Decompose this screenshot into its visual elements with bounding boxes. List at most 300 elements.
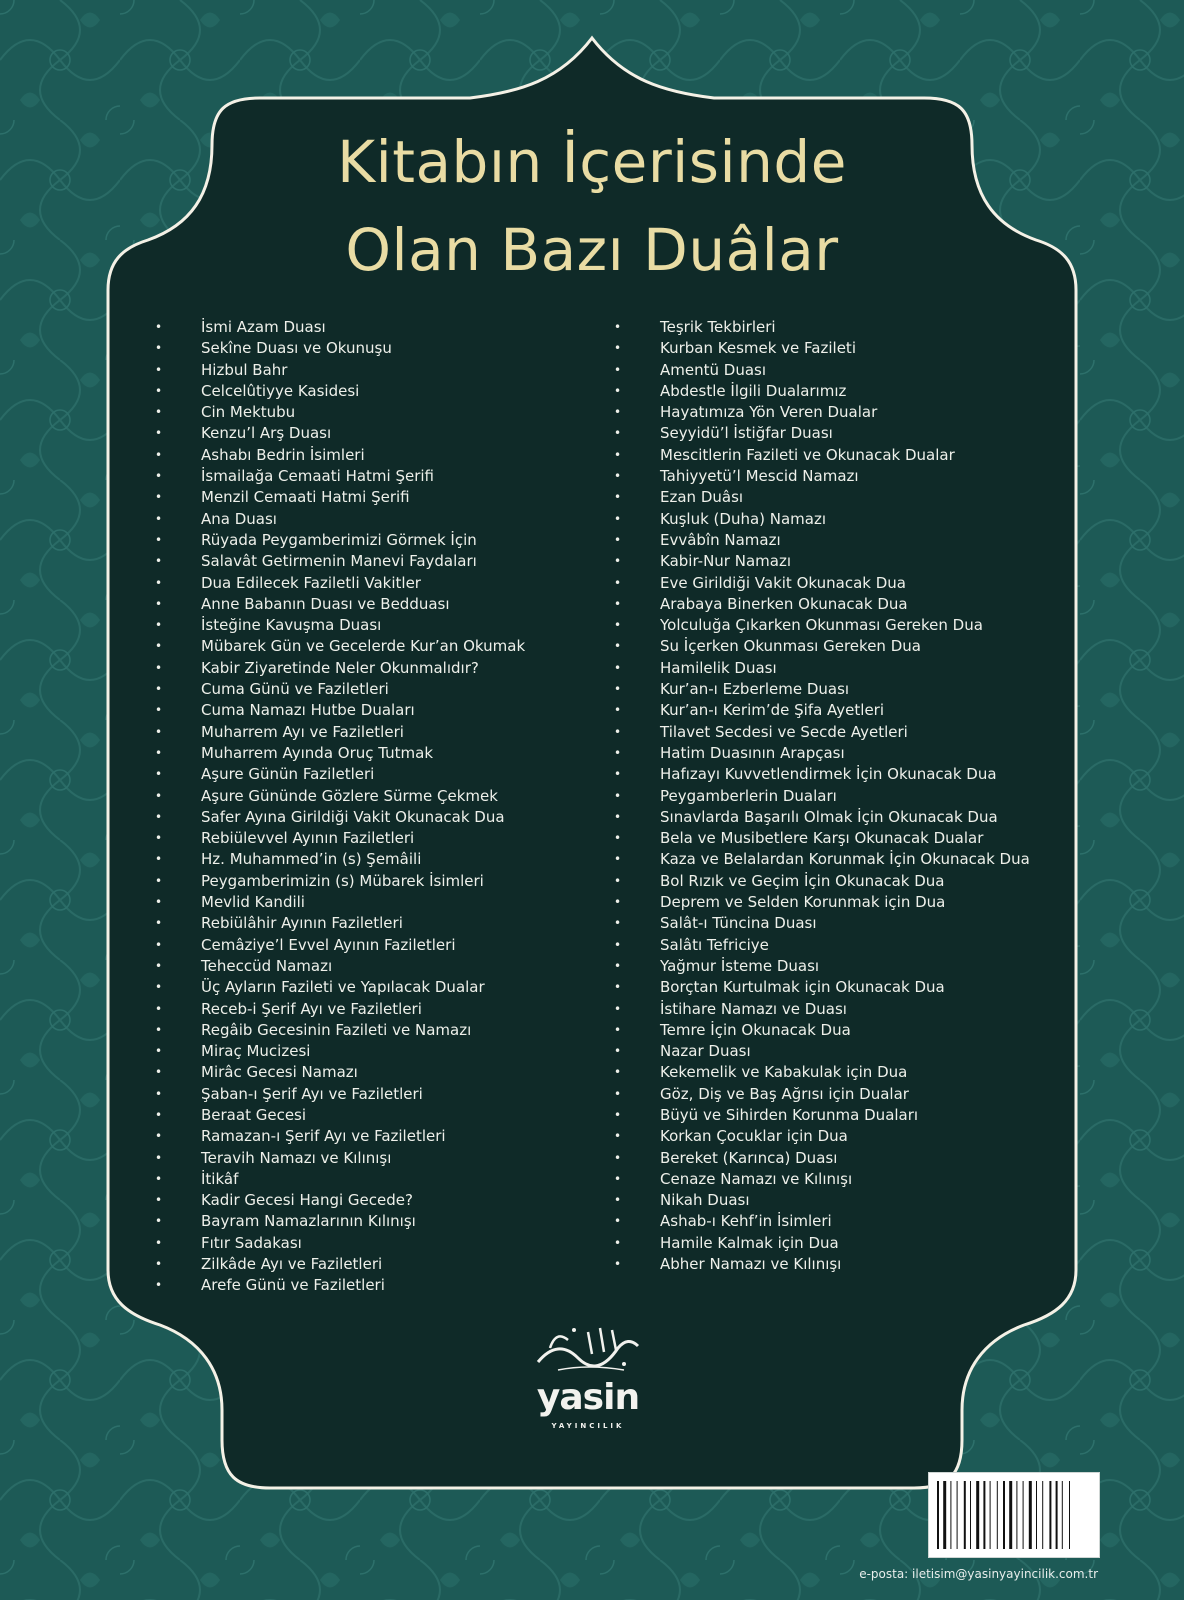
bullet-icon: • <box>155 320 163 334</box>
bullet-icon: • <box>155 660 163 675</box>
bullet-icon: • <box>614 1044 622 1059</box>
bullet-icon: • <box>155 724 163 739</box>
list-item <box>612 977 1052 998</box>
list-item-label: Borçtan Kurtulmak için Okunacak Dua <box>660 978 945 997</box>
barcode-bar <box>1003 1481 1005 1549</box>
list-item <box>612 935 1052 956</box>
list-item-label: Cenaze Namazı ve Kılınışı <box>660 1169 853 1188</box>
barcode-bar <box>1016 1481 1017 1549</box>
list-item-label: Bol Rızık ve Geçim İçin Okunacak Dua <box>660 871 945 890</box>
list-item <box>153 402 593 423</box>
bullet-icon: • <box>155 1129 163 1144</box>
list-item-label: Mescitlerin Fazileti ve Okunacak Dualar <box>660 445 955 464</box>
list-item-label: Hamile Kalmak için Dua <box>660 1233 839 1252</box>
list-item <box>153 764 593 785</box>
barcode-bar <box>1069 1481 1070 1549</box>
list-item <box>153 1084 593 1105</box>
list-item-label: Cin Mektubu <box>201 403 296 422</box>
list-item-label: Mübarek Gün ve Gecelerde Kur’an Okumak <box>201 637 526 656</box>
list-item <box>612 1062 1052 1083</box>
list-item <box>612 1148 1052 1169</box>
list-item-label: Kur’an-ı Kerim’de Şifa Ayetleri <box>660 701 885 720</box>
list-item <box>612 1105 1052 1126</box>
bullet-icon: • <box>614 788 622 803</box>
list-item <box>612 402 1052 423</box>
list-item <box>612 636 1052 657</box>
list-item-label: Hatim Duasının Arapçası <box>660 743 845 762</box>
list-item <box>153 743 593 764</box>
list-item <box>153 658 593 679</box>
barcode-bar <box>1042 1481 1043 1549</box>
list-item-label: Salavât Getirmenin Manevi Faydaları <box>201 552 477 571</box>
bullet-icon: • <box>155 703 163 718</box>
bullet-icon: • <box>155 809 163 824</box>
list-item <box>153 807 593 828</box>
bullet-icon: • <box>155 383 163 398</box>
list-item-label: Ramazan-ı Şerif Ayı ve Faziletleri <box>201 1127 446 1146</box>
list-item-label: Dua Edilecek Faziletli Vakitler <box>201 573 421 592</box>
bullet-icon: • <box>155 937 163 952</box>
bullet-icon: • <box>614 1065 622 1080</box>
list-item-label: İtikâf <box>201 1169 239 1188</box>
list-item-label: Miraç Mucizesi <box>201 1042 311 1061</box>
bullet-icon: • <box>155 873 163 888</box>
bullet-icon: • <box>155 1001 163 1016</box>
bullet-icon: • <box>614 490 622 505</box>
barcode-bar <box>950 1481 951 1549</box>
list-item-label: Muharrem Ayı ve Faziletleri <box>201 722 404 741</box>
list-item-label: Kadir Gecesi Hangi Gecede? <box>201 1191 413 1210</box>
list-item <box>612 466 1052 487</box>
contact-email: e-posta: iletisim@yasinyayincilik.com.tr <box>859 1567 1098 1581</box>
barcode-bar <box>943 1481 946 1549</box>
list-item-label: Yolculuğa Çıkarken Okunması Gereken Dua <box>660 616 983 635</box>
list-item-label: Teheccüd Namazı <box>201 956 333 975</box>
bullet-icon: • <box>155 447 163 462</box>
barcode-bar <box>1062 1481 1063 1549</box>
list-item-label: Kuşluk (Duha) Namazı <box>660 509 827 528</box>
list-item <box>612 871 1052 892</box>
bullet-icon: • <box>155 916 163 931</box>
bullet-icon: • <box>155 362 163 377</box>
barcode-bar <box>983 1481 985 1549</box>
logo-subtitle: YAYINCILIK <box>551 1422 625 1430</box>
list-item-label: Hamilelik Duası <box>660 658 777 677</box>
list-item <box>153 487 593 508</box>
list-item-label: Ashabı Bedrin İsimleri <box>201 445 365 464</box>
list-item <box>612 615 1052 636</box>
bullet-icon: • <box>155 745 163 760</box>
list-item-label: Göz, Diş ve Baş Ağrısı için Dualar <box>660 1084 909 1103</box>
bullet-icon: • <box>614 426 622 441</box>
list-item-label: Sekîne Duası ve Okunuşu <box>201 339 392 358</box>
barcode-icon <box>928 1472 1100 1558</box>
bullet-icon: • <box>155 958 163 973</box>
bullet-icon: • <box>614 916 622 931</box>
bullet-icon: • <box>155 852 163 867</box>
bullet-icon: • <box>614 831 622 846</box>
list-item-label: İsteğine Kavuşma Duası <box>201 616 382 635</box>
list-item-label: Eve Girildiği Vakit Okunacak Dua <box>660 573 906 592</box>
list-item <box>612 1254 1052 1275</box>
list-item-label: Su İçerken Okunması Gereken Dua <box>660 637 921 656</box>
list-item <box>153 1062 593 1083</box>
bullet-icon: • <box>614 639 622 654</box>
list-item <box>153 1041 593 1062</box>
list-item-label: Nazar Duası <box>660 1042 751 1061</box>
list-item <box>612 956 1052 977</box>
list-item <box>612 786 1052 807</box>
list-item-label: Cuma Günü ve Faziletleri <box>201 680 389 699</box>
bullet-icon: • <box>155 554 163 569</box>
bullet-icon: • <box>155 405 163 420</box>
list-item-label: Beraat Gecesi <box>201 1105 307 1124</box>
list-item-label: Menzil Cemaati Hatmi Şerifi <box>201 488 410 507</box>
list-item <box>612 1020 1052 1041</box>
list-item <box>612 807 1052 828</box>
barcode-bar <box>976 1481 979 1549</box>
bullet-icon: • <box>155 682 163 697</box>
bullet-icon: • <box>614 895 622 910</box>
list-item <box>153 999 593 1020</box>
list-item <box>612 849 1052 870</box>
dua-list-right <box>612 317 1052 1275</box>
list-item-label: Şaban-ı Şerif Ayı ve Faziletleri <box>201 1084 423 1103</box>
bullet-icon: • <box>614 511 622 526</box>
barcode-bar <box>937 1481 939 1549</box>
dua-list-left <box>153 317 593 1297</box>
barcode-bar <box>957 1481 958 1549</box>
list-item-label: Salât-ı Tüncina Duası <box>660 914 817 933</box>
list-item <box>612 338 1052 359</box>
logo-brand-name: yasin <box>536 1377 640 1418</box>
list-item <box>153 892 593 913</box>
list-item <box>153 423 593 444</box>
list-item-label: İsmi Azam Duası <box>201 318 326 336</box>
bullet-icon: • <box>155 767 163 782</box>
bullet-icon: • <box>614 1214 622 1229</box>
list-item-label: Deprem ve Selden Korunmak için Dua <box>660 893 946 912</box>
list-item-label: Aşure Gününde Gözlere Sürme Çekmek <box>201 786 498 805</box>
list-item <box>153 636 593 657</box>
bullet-icon: • <box>614 469 622 484</box>
list-item-label: İstihare Namazı ve Duası <box>660 999 847 1018</box>
list-item-label: Cuma Namazı Hutbe Duaları <box>201 701 415 720</box>
bullet-icon: • <box>614 1193 622 1208</box>
bullet-icon: • <box>614 383 622 398</box>
bullet-icon: • <box>614 1022 622 1037</box>
list-item-label: Safer Ayına Girildiği Vakit Okunacak Dua <box>201 807 505 826</box>
bullet-icon: • <box>614 724 622 739</box>
list-item-label: Kekemelik ve Kabakulak için Dua <box>660 1063 908 1082</box>
list-item <box>153 615 593 636</box>
list-item-label: Cemâziye’l Evvel Ayının Faziletleri <box>201 935 456 954</box>
list-item <box>153 956 593 977</box>
list-item <box>153 828 593 849</box>
list-item-label: Hizbul Bahr <box>201 360 288 379</box>
list-item <box>612 1211 1052 1232</box>
list-item-label: İsmailağa Cemaati Hatmi Şerifi <box>201 467 434 486</box>
list-item <box>612 1169 1052 1190</box>
list-item-label: Üç Ayların Fazileti ve Yapılacak Dualar <box>201 978 485 997</box>
bullet-icon: • <box>155 1235 163 1250</box>
bullet-icon: • <box>614 873 622 888</box>
list-item-label: Teşrik Tekbirleri <box>660 318 776 336</box>
list-item <box>612 1190 1052 1211</box>
list-item-label: Rebiülevvel Ayının Faziletleri <box>201 829 415 848</box>
list-item <box>153 445 593 466</box>
bullet-icon: • <box>614 1171 622 1186</box>
list-item-label: Tilavet Secdesi ve Secde Ayetleri <box>660 722 908 741</box>
list-item-label: Yağmur İsteme Duası <box>660 956 820 975</box>
list-item <box>153 317 593 338</box>
list-item-label: Tahiyyetü’l Mescid Namazı <box>660 467 859 486</box>
list-item <box>612 743 1052 764</box>
list-item <box>153 381 593 402</box>
bullet-icon: • <box>614 980 622 995</box>
list-item-label: Nikah Duası <box>660 1191 750 1210</box>
barcode-bar <box>1049 1481 1051 1549</box>
list-item-label: Hayatımıza Yön Veren Dualar <box>660 403 878 422</box>
bullet-icon: • <box>155 426 163 441</box>
list-item-label: Ana Duası <box>201 509 277 528</box>
bullet-icon: • <box>155 1086 163 1101</box>
list-item-label: Mirâc Gecesi Namazı <box>201 1063 358 1082</box>
bullet-icon: • <box>155 618 163 633</box>
bullet-icon: • <box>614 1150 622 1165</box>
bullet-icon: • <box>614 1001 622 1016</box>
list-item <box>153 466 593 487</box>
list-item-label: Mevlid Kandili <box>201 893 305 912</box>
bullet-icon: • <box>155 1214 163 1229</box>
bullet-icon: • <box>614 596 622 611</box>
list-item-label: Kur’an-ı Ezberleme Duası <box>660 680 850 699</box>
bullet-icon: • <box>155 639 163 654</box>
list-item-label: Kabir Ziyaretinde Neler Okunmalıdır? <box>201 658 479 677</box>
list-item-label: Kaza ve Belalardan Korunmak İçin Okunacak Dua <box>660 850 1030 869</box>
list-item <box>153 679 593 700</box>
list-item-label: Arabaya Binerken Okunacak Dua <box>660 594 908 613</box>
list-item <box>612 551 1052 572</box>
list-item <box>612 1233 1052 1254</box>
list-item <box>612 828 1052 849</box>
bullet-icon: • <box>155 490 163 505</box>
list-item <box>153 1233 593 1254</box>
bullet-icon: • <box>614 703 622 718</box>
list-item-label: Kurban Kesmek ve Fazileti <box>660 339 856 358</box>
bullet-icon: • <box>614 405 622 420</box>
list-item <box>153 573 593 594</box>
bullet-icon: • <box>614 937 622 952</box>
list-item <box>153 849 593 870</box>
bullet-icon: • <box>155 788 163 803</box>
list-item <box>612 1041 1052 1062</box>
list-item <box>153 700 593 721</box>
bullet-icon: • <box>614 618 622 633</box>
bullet-icon: • <box>155 1193 163 1208</box>
list-item <box>153 913 593 934</box>
list-item-label: Bayram Namazlarının Kılınışı <box>201 1212 416 1231</box>
list-item <box>153 1020 593 1041</box>
bullet-icon: • <box>614 341 622 356</box>
bullet-icon: • <box>155 469 163 484</box>
list-item-label: Rüyada Peygamberimizi Görmek İçin <box>201 530 477 549</box>
barcode-bar <box>1023 1481 1024 1549</box>
list-item <box>153 338 593 359</box>
list-item <box>612 487 1052 508</box>
bullet-icon: • <box>155 511 163 526</box>
list-item-label: Ashab-ı Kehf’in İsimleri <box>660 1212 832 1231</box>
list-item <box>153 1169 593 1190</box>
list-item <box>612 658 1052 679</box>
list-item-label: Muharrem Ayında Oruç Tutmak <box>201 743 434 762</box>
barcode-bar <box>1056 1481 1058 1549</box>
list-item-label: Bereket (Karınca) Duası <box>660 1148 838 1167</box>
list-item <box>153 977 593 998</box>
barcode-bar <box>997 1481 998 1549</box>
barcode-bar <box>1036 1481 1037 1549</box>
list-item-label: Abdestle İlgili Dualarımız <box>660 381 847 400</box>
bullet-icon: • <box>155 831 163 846</box>
barcode-bar <box>964 1481 966 1549</box>
list-item <box>153 1254 593 1275</box>
list-item-label: Korkan Çocuklar için Dua <box>660 1127 848 1146</box>
list-item <box>612 764 1052 785</box>
title-line-1: Kitabın İçerisinde <box>337 128 847 196</box>
list-item <box>153 1148 593 1169</box>
list-item-label: Ezan Duâsı <box>660 488 744 507</box>
bullet-icon: • <box>614 1107 622 1122</box>
list-item <box>612 1126 1052 1147</box>
list-item <box>612 892 1052 913</box>
bullet-icon: • <box>614 1257 622 1272</box>
list-item <box>612 573 1052 594</box>
bullet-icon: • <box>614 660 622 675</box>
bullet-icon: • <box>614 1129 622 1144</box>
list-item-label: Seyyidü’l İstiğfar Duası <box>660 424 833 443</box>
bullet-icon: • <box>155 575 163 590</box>
list-item-label: Celcelûtiyye Kasidesi <box>201 381 360 400</box>
list-item-label: Amentü Duası <box>660 360 766 379</box>
barcode-bar <box>990 1481 991 1549</box>
bullet-icon: • <box>155 1278 163 1293</box>
list-item-label: Sınavlarda Başarılı Olmak İçin Okunacak Dua <box>660 807 998 826</box>
list-item-label: Teravih Namazı ve Kılınışı <box>201 1148 392 1167</box>
list-item-label: Büyü ve Sihirden Korunma Duaları <box>660 1105 919 1124</box>
publisher-logo <box>528 1318 648 1438</box>
bullet-icon: • <box>614 1086 622 1101</box>
list-item-label: Fıtır Sadakası <box>201 1233 302 1252</box>
bullet-icon: • <box>155 596 163 611</box>
bullet-icon: • <box>155 895 163 910</box>
calligraphy-logo-icon <box>528 1318 648 1378</box>
title-line-2: Olan Bazı Duâlar <box>345 216 839 284</box>
bullet-icon: • <box>614 745 622 760</box>
list-item <box>612 509 1052 530</box>
list-item <box>153 360 593 381</box>
list-item-label: Receb-i Şerif Ayı ve Faziletleri <box>201 999 422 1018</box>
list-item-label: Arefe Günü ve Faziletleri <box>201 1276 385 1295</box>
list-item-label: Bela ve Musibetlere Karşı Okunacak Dualar <box>660 829 984 848</box>
list-item <box>612 913 1052 934</box>
page-title <box>0 118 1184 294</box>
list-item <box>612 999 1052 1020</box>
list-item <box>612 360 1052 381</box>
list-item <box>612 423 1052 444</box>
list-item <box>153 509 593 530</box>
barcode-bar <box>1029 1481 1032 1549</box>
list-item <box>612 1084 1052 1105</box>
list-item-label: Temre İçin Okunacak Dua <box>660 1020 851 1039</box>
bullet-icon: • <box>155 1107 163 1122</box>
list-item <box>153 935 593 956</box>
list-item-label: Hz. Muhammed’in (s) Şemâili <box>201 850 422 869</box>
list-item <box>153 594 593 615</box>
list-item <box>612 381 1052 402</box>
list-item-label: Peygamberlerin Duaları <box>660 786 837 805</box>
list-item-label: Salâtı Tefriciye <box>660 935 769 954</box>
bullet-icon: • <box>614 447 622 462</box>
bullet-icon: • <box>155 1171 163 1186</box>
bullet-icon: • <box>614 809 622 824</box>
list-item-label: Abher Namazı ve Kılınışı <box>660 1255 842 1274</box>
barcode-bar <box>970 1481 971 1549</box>
list-item <box>153 1275 593 1296</box>
list-item <box>153 722 593 743</box>
bullet-icon: • <box>155 532 163 547</box>
bullet-icon: • <box>614 320 622 334</box>
bullet-icon: • <box>614 575 622 590</box>
list-item-label: Evvâbîn Namazı <box>660 530 781 549</box>
list-item-label: Rebiülâhir Ayının Faziletleri <box>201 914 403 933</box>
list-item <box>612 679 1052 700</box>
list-item-label: Kabir-Nur Namazı <box>660 552 791 571</box>
bullet-icon: • <box>155 341 163 356</box>
list-item <box>612 317 1052 338</box>
list-item <box>612 594 1052 615</box>
list-item-label: Kenzu’l Arş Duası <box>201 424 332 443</box>
list-item <box>612 700 1052 721</box>
list-item <box>153 1126 593 1147</box>
list-item <box>153 1211 593 1232</box>
bullet-icon: • <box>614 767 622 782</box>
list-item-label: Hafızayı Kuvvetlendirmek İçin Okunacak Dua <box>660 765 997 784</box>
list-item <box>153 1105 593 1126</box>
list-item-label: Zilkâde Ayı ve Faziletleri <box>201 1255 383 1274</box>
list-item-label: Aşure Günün Faziletleri <box>201 765 375 784</box>
bullet-icon: • <box>155 980 163 995</box>
bullet-icon: • <box>614 1235 622 1250</box>
list-item <box>612 722 1052 743</box>
barcode-bar <box>1009 1481 1012 1549</box>
bullet-icon: • <box>614 682 622 697</box>
list-item <box>153 786 593 807</box>
bullet-icon: • <box>614 852 622 867</box>
bullet-icon: • <box>155 1065 163 1080</box>
bullet-icon: • <box>155 1022 163 1037</box>
bullet-icon: • <box>614 362 622 377</box>
list-item <box>153 530 593 551</box>
bullet-icon: • <box>155 1257 163 1272</box>
bullet-icon: • <box>614 532 622 547</box>
list-item <box>153 551 593 572</box>
bullet-icon: • <box>614 958 622 973</box>
list-item <box>153 871 593 892</box>
list-item-label: Anne Babanın Duası ve Bedduası <box>201 594 450 613</box>
list-item <box>612 445 1052 466</box>
list-item-label: Peygamberimizin (s) Mübarek İsimleri <box>201 871 484 890</box>
bullet-icon: • <box>155 1044 163 1059</box>
